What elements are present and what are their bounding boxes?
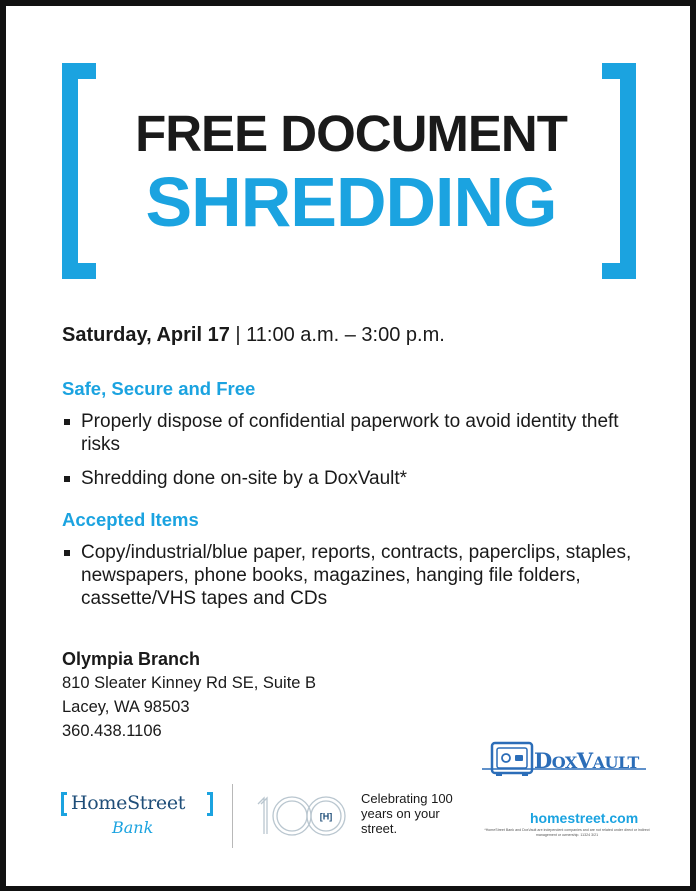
logo-divider <box>232 784 233 848</box>
doxvault-v: V <box>576 748 593 773</box>
hundred-mark-text: [H] <box>319 811 333 822</box>
headline-right-bracket <box>602 63 636 279</box>
branch-street: 810 Sleater Kinney Rd SE, Suite B <box>62 674 317 692</box>
doxvault-d: D <box>534 748 552 773</box>
homestreet-right-bracket <box>207 792 213 816</box>
hundred-years-icon <box>250 790 350 840</box>
branch-city: Lacey, WA 98503 <box>62 698 190 716</box>
homestreet-left-bracket <box>61 792 67 816</box>
section-title-safe: Safe, Secure and Free <box>62 378 256 399</box>
flyer-page <box>6 6 690 886</box>
website-link[interactable]: homestreet.com <box>530 810 639 826</box>
safe-bullet-list <box>62 410 662 501</box>
celebrating-text: Celebrating 100 years on your street. <box>361 791 453 836</box>
headline-line-2: SHREDDING <box>145 163 557 241</box>
event-day-date: Saturday, April 17 <box>62 324 230 346</box>
section-title-accepted: Accepted Items <box>62 509 199 530</box>
headline-line-1: FREE DOCUMENT <box>135 105 567 162</box>
branch-name: Olympia Branch <box>62 649 201 669</box>
event-time: 11:00 a.m. – 3:00 p.m. <box>246 324 445 346</box>
headline-left-bracket <box>62 63 96 279</box>
doxvault-wordmark <box>534 748 639 773</box>
homestreet-name: HomeStreet <box>71 792 186 814</box>
doxvault-ault: AULT <box>592 753 639 772</box>
list-item: Properly dispose of confidential paperwork to avoid identity theft risks <box>62 410 662 456</box>
doxvault-ox: OX <box>551 753 577 772</box>
event-separator: | <box>235 324 241 346</box>
list-item: Shredding done on-site by a DoxVault* <box>62 467 662 490</box>
list-item: Copy/industrial/blue paper, reports, contracts, paperclips, staples, newspapers, phone books, magazines, hanging file folders, cassette/VHS tapes and CDs <box>62 541 662 610</box>
accepted-bullet-list <box>62 541 662 621</box>
homestreet-bank: Bank <box>112 818 154 837</box>
event-date-time <box>62 324 445 347</box>
disclaimer-text: *HomeStreet Bank and DoxVault are independent companies and are not related under direct or indirect management or ownership. 11324 3/21 <box>484 828 650 837</box>
branch-phone: 360.438.1106 <box>62 722 162 740</box>
